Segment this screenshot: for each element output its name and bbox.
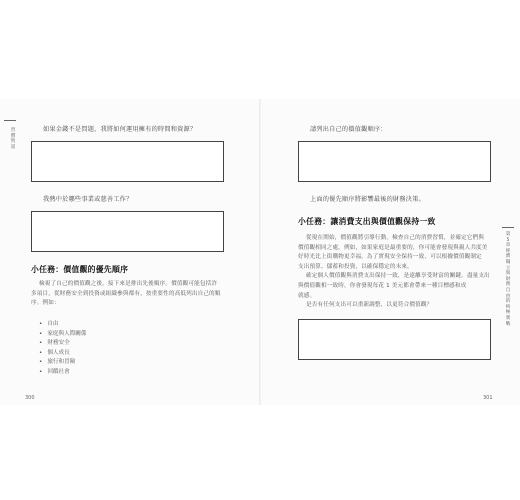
bullet-item: • 自由 xyxy=(39,320,86,330)
bullet-item: • 財務安全 xyxy=(39,339,86,349)
left-page-number: 300 xyxy=(25,395,35,401)
priority-note: 上面的優先順序將影響最後的財務決策。 xyxy=(310,196,425,203)
intro-line: 序。例如： xyxy=(31,300,60,307)
answer-box-1[interactable] xyxy=(31,141,224,182)
right-page-number: 301 xyxy=(483,395,493,401)
right-side-tab-rule xyxy=(502,227,514,228)
answer-box-3[interactable] xyxy=(298,141,491,182)
right-side-tab-chapter: 第5章 經濟獨立與財務自由的終極實戰 xyxy=(505,232,511,327)
book-gutter xyxy=(259,99,261,405)
value-bullet-list xyxy=(39,320,86,378)
para2-line: 就感。 xyxy=(298,292,316,299)
section-title-value-priority: 小任務：價值觀的優先順序 xyxy=(31,265,129,274)
bullet-item: • 旅行和冒險 xyxy=(39,358,86,368)
closing-question: 是否有任何支出可以重新調整，以更符合價值觀？ xyxy=(306,302,433,309)
section-title-align-spending: 小任務：讓消費支出與價值觀保持一致 xyxy=(298,217,436,226)
left-side-tab-rule xyxy=(4,120,16,121)
question-money-not-issue: 如果金錢不是問題，我將如何運用擁有的時間和資源？ xyxy=(43,126,197,133)
para1-line: 從現在開始，價值觀將引導行動。檢查自己的消費習慣，並確定它們與 xyxy=(306,235,485,241)
para1-line: 價值觀相同之處。例如，如果家庭是最重要的，你可能會發現與親人共度美 xyxy=(298,244,488,251)
align-spending-body xyxy=(298,234,494,311)
bullet-item: • 家庭與人際關係 xyxy=(39,330,86,340)
question-list-values: 請列出自己的價值觀順序： xyxy=(310,126,387,133)
intro-line: 多項目，從財務安全到投資或組織參與都有，按重要性的高低列出自己的順 xyxy=(31,290,221,297)
para1-line: 支出預算、儲蓄和投資，以確保穩定的未來。 xyxy=(298,263,413,270)
para1-line: 好時光比上街購物更幸福。為了實現安全保持一致，可以根據價值觀制定 xyxy=(298,254,482,261)
left-side-tab: 習慣致富 xyxy=(10,128,16,150)
question-passionate-causes: 我熱中於哪些事業或慈善工作？ xyxy=(43,196,133,203)
value-priority-intro xyxy=(31,280,226,309)
para2-line: 與價值觀相一致時，你會發現每花 1 美元都會帶來一種目標感和成 xyxy=(298,282,467,289)
bullet-item: • 回饋社會 xyxy=(39,368,86,378)
answer-box-4[interactable] xyxy=(298,319,491,360)
intro-line: 檢視了自己的價值觀之後，接下來是排出先後順序。價值觀可能包括許 xyxy=(39,281,218,287)
answer-box-2[interactable] xyxy=(31,211,224,252)
para2-line: 確定個人價值觀與消費支出保持一致，是遠離享受財富的關鍵。盡量支出 xyxy=(306,273,490,280)
bullet-item: • 個人成長 xyxy=(39,349,86,359)
